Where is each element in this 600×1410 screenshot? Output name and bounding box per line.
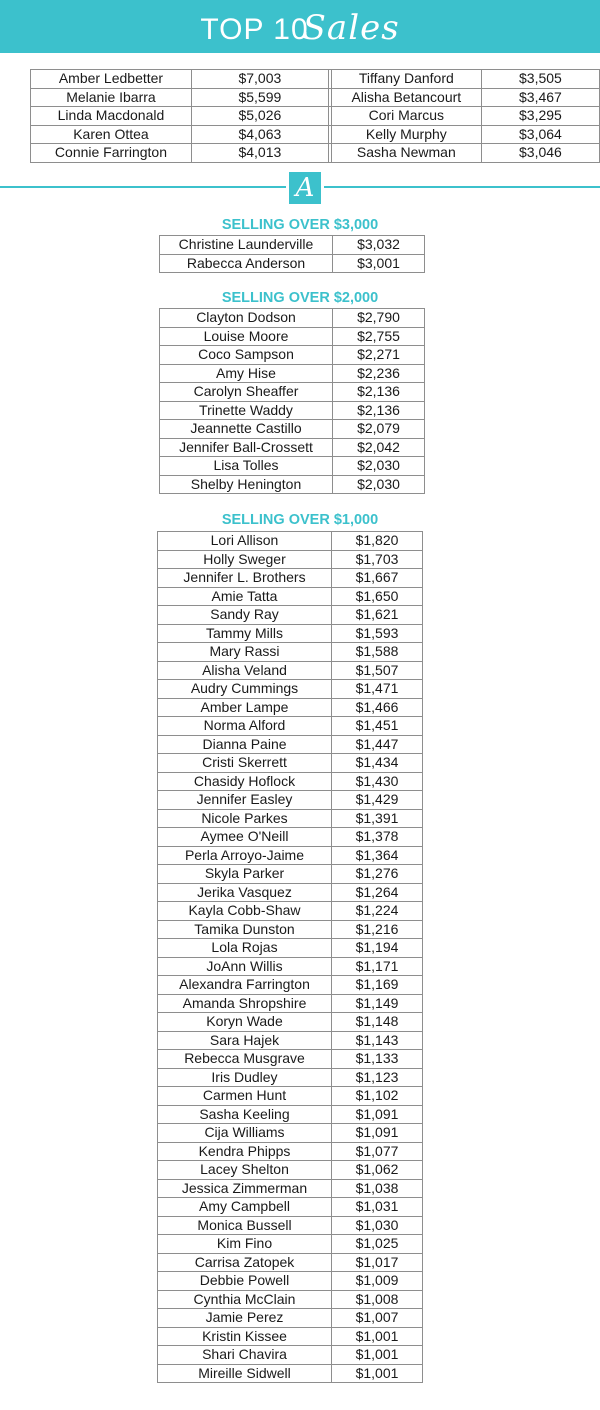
seller-name: Shari Chavira [158,1346,332,1365]
sales-amount: $2,030 [333,475,425,494]
sales-amount: $1,194 [332,939,423,958]
sales-amount: $2,755 [333,327,425,346]
table-row [158,865,423,884]
seller-name: Lola Rojas [158,939,332,958]
seller-name: Tiffany Danford [331,70,481,89]
seller-name: Aymee O'Neill [158,828,332,847]
table-row [158,809,423,828]
sales-amount: $1,031 [332,1198,423,1217]
seller-name: Amy Campbell [158,1198,332,1217]
seller-name: Rebecca Musgrave [158,1050,332,1069]
sales-amount: $1,216 [332,920,423,939]
table-row [158,661,423,680]
sales-amount: $3,032 [333,236,425,255]
seller-name: Norma Alford [158,717,332,736]
sales-amount: $4,013 [191,144,328,163]
sales-amount: $1,091 [332,1124,423,1143]
seller-name: Sara Hajek [158,1031,332,1050]
table-row [158,1050,423,1069]
table-row [158,1105,423,1124]
sales-amount: $1,391 [332,809,423,828]
seller-name: Lacey Shelton [158,1161,332,1180]
sales-amount: $1,466 [332,698,423,717]
seller-name: Tamika Dunston [158,920,332,939]
table-row [158,698,423,717]
seller-name: Skyla Parker [158,865,332,884]
sales-amount: $3,295 [481,107,599,126]
seller-name: Amanda Shropshire [158,994,332,1013]
table-row [158,550,423,569]
sales-amount: $3,467 [481,88,599,107]
seller-name: Perla Arroyo-Jaime [158,846,332,865]
sales-amount: $1,001 [332,1327,423,1346]
sales-amount: $1,264 [332,883,423,902]
table-row [158,1013,423,1032]
logo-letter: A [295,173,315,203]
table-row [158,883,423,902]
seller-name: Cristi Skerrett [158,754,332,773]
sales-amount: $1,703 [332,550,423,569]
seller-name: Jamie Perez [158,1309,332,1328]
table-row [158,976,423,995]
seller-name: Jennifer Ball-Crossett [160,438,333,457]
sales-amount: $2,271 [333,346,425,365]
sales-amount: $1,123 [332,1068,423,1087]
table-row [158,717,423,736]
sales-amount: $1,507 [332,661,423,680]
table-row [158,1142,423,1161]
sales-amount: $1,667 [332,569,423,588]
sales-amount: $5,026 [191,107,328,126]
table-row [158,532,423,551]
seller-name: Kayla Cobb-Shaw [158,902,332,921]
seller-name: Nicole Parkes [158,809,332,828]
seller-name: Sandy Ray [158,606,332,625]
table-row [31,125,600,144]
sales-amount: $1,224 [332,902,423,921]
sales-amount: $1,276 [332,865,423,884]
table-row [160,420,425,439]
seller-name: Coco Sampson [160,346,333,365]
table-row [158,902,423,921]
sales-amount: $1,038 [332,1179,423,1198]
table-row [158,828,423,847]
seller-name: Carolyn Sheaffer [160,383,333,402]
table-row [158,1161,423,1180]
sales-amount: $5,599 [191,88,328,107]
seller-name: Cija Williams [158,1124,332,1143]
table-row [158,1309,423,1328]
sales-amount: $1,588 [332,643,423,662]
sales-amount: $1,364 [332,846,423,865]
title-script: Sales [302,8,400,48]
seller-name: Dianna Paine [158,735,332,754]
seller-name: Melanie Ibarra [31,88,192,107]
sales-amount: $1,009 [332,1272,423,1291]
seller-name: Amy Hise [160,364,333,383]
seller-name: Carrisa Zatopek [158,1253,332,1272]
sales-amount: $1,430 [332,772,423,791]
table-row [158,1179,423,1198]
table-row [31,107,600,126]
sales-amount: $7,003 [191,70,328,89]
table-row [158,1198,423,1217]
table-row [158,1346,423,1365]
sales-amount: $1,447 [332,735,423,754]
top-ten-table [30,69,600,163]
seller-name: Chasidy Hoflock [158,772,332,791]
seller-name: Trinette Waddy [160,401,333,420]
seller-name: Amie Tatta [158,587,332,606]
sales-amount: $3,046 [481,144,599,163]
table-row [158,1068,423,1087]
seller-name: Jerika Vasquez [158,883,332,902]
seller-name: Koryn Wade [158,1013,332,1032]
table-row [158,624,423,643]
table-row [160,475,425,494]
seller-name: Tammy Mills [158,624,332,643]
seller-name: Sasha Newman [331,144,481,163]
sales-amount: $1,062 [332,1161,423,1180]
table-row [158,1124,423,1143]
table-row [158,1235,423,1254]
table-row [158,1031,423,1050]
seller-name: Rabecca Anderson [160,254,333,273]
table-row [158,957,423,976]
table-over-3000 [159,235,425,273]
sales-amount: $1,434 [332,754,423,773]
seller-name: Jennifer L. Brothers [158,569,332,588]
table-row [160,364,425,383]
sales-amount: $1,102 [332,1087,423,1106]
section-title-3000: SELLING OVER $3,000 [221,217,379,233]
seller-name: Cynthia McClain [158,1290,332,1309]
sales-amount: $2,079 [333,420,425,439]
table-row [158,772,423,791]
sales-amount: $1,001 [332,1364,423,1383]
sales-amount: $2,030 [333,457,425,476]
sales-amount: $1,171 [332,957,423,976]
seller-name: Kelly Murphy [331,125,481,144]
sales-amount: $1,429 [332,791,423,810]
sales-amount: $1,008 [332,1290,423,1309]
table-row [158,1290,423,1309]
brand-logo-icon [286,169,324,207]
table-row [31,144,600,163]
table-row [158,643,423,662]
table-row [31,70,600,89]
seller-name: Alisha Veland [158,661,332,680]
table-row [158,920,423,939]
seller-name: Christine Launderville [160,236,333,255]
seller-name: Alisha Betancourt [331,88,481,107]
seller-name: JoAnn Willis [158,957,332,976]
seller-name: Lori Allison [158,532,332,551]
sales-amount: $1,025 [332,1235,423,1254]
table-row [160,438,425,457]
table-over-1000 [157,531,423,1383]
sales-amount: $3,001 [333,254,425,273]
seller-name: Jeannette Castillo [160,420,333,439]
seller-name: Linda Macdonald [31,107,192,126]
seller-name: Debbie Powell [158,1272,332,1291]
sales-amount: $1,017 [332,1253,423,1272]
section-title-1000: SELLING OVER $1,000 [221,512,379,528]
table-row [158,939,423,958]
sales-amount: $1,077 [332,1142,423,1161]
sales-amount: $1,451 [332,717,423,736]
seller-name: Sasha Keeling [158,1105,332,1124]
sales-amount: $1,001 [332,1346,423,1365]
table-row [158,569,423,588]
seller-name: Karen Ottea [31,125,192,144]
table-row [160,346,425,365]
sales-amount: $1,148 [332,1013,423,1032]
table-row [158,1327,423,1346]
sales-amount: $1,378 [332,828,423,847]
seller-name: Holly Sweger [158,550,332,569]
seller-name: Louise Moore [160,327,333,346]
seller-name: Kristin Kissee [158,1327,332,1346]
table-over-2000 [159,308,425,494]
table-row [158,791,423,810]
sales-amount: $1,149 [332,994,423,1013]
table-row [160,254,425,273]
sales-amount: $3,064 [481,125,599,144]
table-row [31,88,600,107]
table-row [158,1087,423,1106]
sales-amount: $2,136 [333,383,425,402]
sales-amount: $1,169 [332,976,423,995]
page-header [0,0,600,53]
seller-name: Alexandra Farrington [158,976,332,995]
sales-amount: $1,091 [332,1105,423,1124]
table-row [158,1253,423,1272]
seller-name: Clayton Dodson [160,309,333,328]
seller-name: Amber Lampe [158,698,332,717]
table-row [160,309,425,328]
seller-name: Mary Rassi [158,643,332,662]
title-main: TOP 10 [200,13,309,46]
table-row [160,457,425,476]
table-row [160,236,425,255]
seller-name: Monica Bussell [158,1216,332,1235]
seller-name: Shelby Henington [160,475,333,494]
sales-amount: $1,593 [332,624,423,643]
seller-name: Jennifer Easley [158,791,332,810]
sales-amount: $2,042 [333,438,425,457]
sales-amount: $1,143 [332,1031,423,1050]
seller-name: Mireille Sidwell [158,1364,332,1383]
seller-name: Lisa Tolles [160,457,333,476]
page-title [200,8,399,48]
table-row [158,606,423,625]
sales-amount: $2,790 [333,309,425,328]
sales-amount: $1,621 [332,606,423,625]
sales-amount: $2,136 [333,401,425,420]
sales-amount: $1,133 [332,1050,423,1069]
seller-name: Cori Marcus [331,107,481,126]
seller-name: Audry Cummings [158,680,332,699]
table-row [158,1364,423,1383]
seller-name: Connie Farrington [31,144,192,163]
table-row [158,680,423,699]
table-row [158,754,423,773]
table-row [158,1216,423,1235]
sales-amount: $1,471 [332,680,423,699]
table-row [158,846,423,865]
table-row [158,587,423,606]
table-row [158,1272,423,1291]
seller-name: Kendra Phipps [158,1142,332,1161]
seller-name: Jessica Zimmerman [158,1179,332,1198]
sales-amount: $1,650 [332,587,423,606]
seller-name: Kim Fino [158,1235,332,1254]
table-row [160,401,425,420]
sales-amount: $1,030 [332,1216,423,1235]
seller-name: Carmen Hunt [158,1087,332,1106]
sales-amount: $1,820 [332,532,423,551]
seller-name: Amber Ledbetter [31,70,192,89]
sales-amount: $3,505 [481,70,599,89]
seller-name: Iris Dudley [158,1068,332,1087]
section-title-2000: SELLING OVER $2,000 [221,290,379,306]
table-row [158,994,423,1013]
table-row [158,735,423,754]
table-row [160,327,425,346]
sales-amount: $4,063 [191,125,328,144]
sales-amount: $1,007 [332,1309,423,1328]
sales-amount: $2,236 [333,364,425,383]
table-row [160,383,425,402]
